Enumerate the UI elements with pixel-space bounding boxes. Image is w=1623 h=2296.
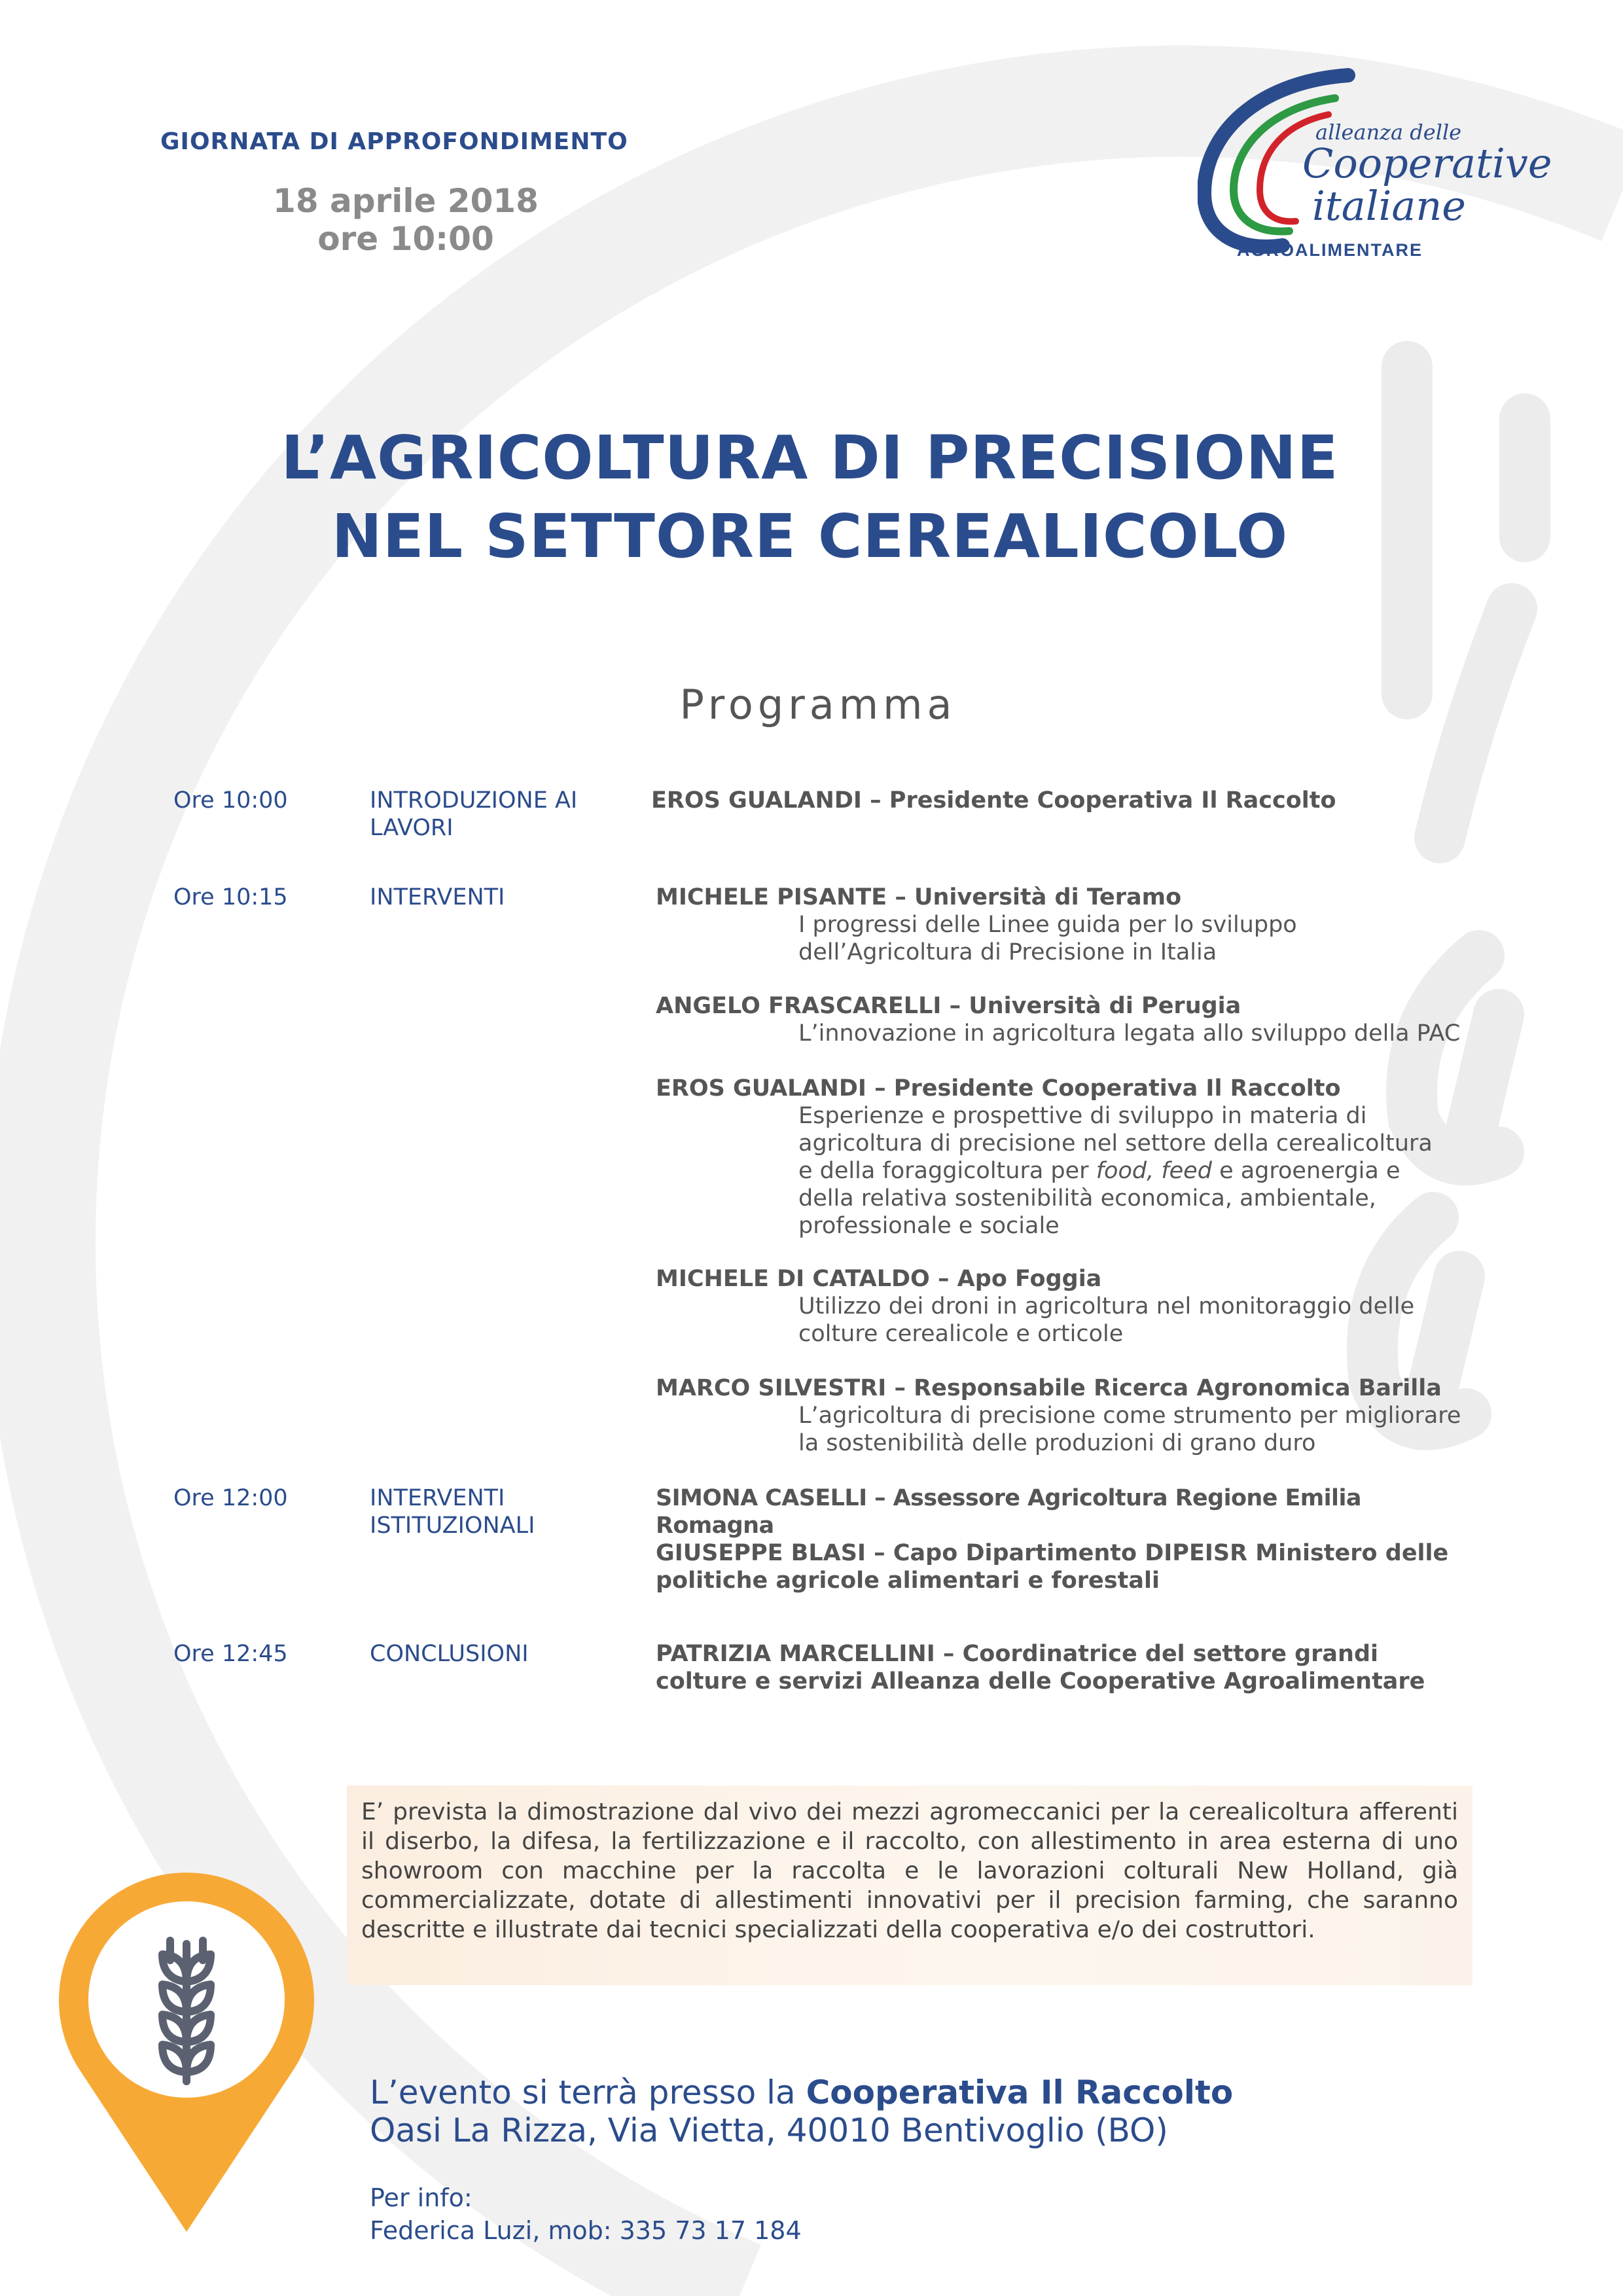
program-time-2: Ore 10:15 — [173, 884, 288, 910]
title-line-1: L’AGRICOLTURA DI PRECISIONE — [281, 423, 1339, 493]
location-pin-icon — [52, 1872, 321, 2238]
venue-line — [370, 2073, 1233, 2111]
info-contact: Federica Luzi, mob: 335 73 17 184 — [370, 2216, 802, 2245]
programma-heading: Programma — [679, 681, 957, 728]
alleanza-cooperative-logo — [1198, 62, 1552, 272]
event-datetime — [249, 182, 563, 258]
program-time-1: Ore 10:00 — [173, 787, 288, 814]
program-section-3: INTERVENTI ISTITUZIONALI — [370, 1485, 535, 1539]
desc-italic: food, feed — [1096, 1158, 1212, 1184]
event-time: ore 10:00 — [317, 220, 494, 258]
program-speaker: EROS GUALANDI – Presidente Cooperativa Il Raccolto — [651, 787, 1336, 814]
program-speaker: MARCO SILVESTRI – Responsabile Ricerca Agronomica Barilla — [656, 1375, 1442, 1401]
venue-prefix: L’evento si terrà presso la — [370, 2073, 796, 2111]
program-section-1: INTRODUZIONE AI LAVORI — [370, 787, 578, 841]
program-talk-description: L’innovazione in agricoltura legata allo sviluppo della PAC — [798, 1020, 1461, 1047]
contact-info — [370, 2181, 802, 2247]
program-talk-description — [798, 1102, 1453, 1240]
program-talk-description: I progressi delle Linee guida per lo sviluppo dell’Agricoltura di Precisione in Italia — [798, 912, 1297, 965]
desc-part: e agroenergia e della relativa sostenibilità economica, ambientale, professionale e sociale — [798, 1158, 1400, 1239]
program-speaker: ANGELO FRASCARELLI – Università di Perugia — [656, 993, 1241, 1019]
logo-line-2: Cooperative — [1302, 139, 1552, 187]
event-date: 18 aprile 2018 — [273, 182, 539, 220]
venue-address: Oasi La Rizza, Via Vietta, 40010 Bentivoglio (BO) — [370, 2111, 1168, 2149]
logo-line-3: italiane — [1312, 182, 1466, 230]
program-time-4: Ore 12:45 — [173, 1641, 288, 1667]
logo-line-1: alleanza delle — [1315, 120, 1462, 145]
program-speaker: SIMONA CASELLI – Assessore Agricoltura Regione Emilia Romagna — [656, 1485, 1361, 1539]
logo-line-4: AGROALIMENTARE — [1237, 240, 1423, 260]
demonstration-note: E’ prevista la dimostrazione dal vivo dei mezzi agromeccanici per la cerealicoltura afferenti il diserbo, la difesa, la fertilizzazione e il raccolto, con allestimento in area esterna di uno showroom con macchine per la raccolta e le lavorazioni colturali New Holland, già commercializzate, dotate di allestimenti innovativi per il precision farming, che saranno descritte e illustrate dai tecnici specializzati della cooperativa e/o dei costruttori. — [347, 1785, 1472, 1985]
program-time-3: Ore 12:00 — [173, 1485, 288, 1511]
program-talk-description: Utilizzo dei droni in agricoltura nel monitoraggio delle colture cerealicole e orticole — [798, 1293, 1415, 1347]
program-speaker: PATRIZIA MARCELLINI – Coordinatrice del settore grandi colture e servizi Alleanza delle Cooperative Agroalimentare — [656, 1641, 1425, 1695]
main-title — [157, 419, 1463, 576]
program-speaker: EROS GUALANDI – Presidente Cooperativa Il Raccolto — [656, 1075, 1341, 1102]
event-kicker: GIORNATA DI APPROFONDIMENTO — [160, 128, 628, 155]
program-talk-description: L’agricoltura di precisione come strumento per migliorare la sostenibilità delle produzioni di grano duro — [798, 1403, 1461, 1456]
program-section-4: CONCLUSIONI — [370, 1641, 529, 1667]
info-label: Per info: — [370, 2183, 473, 2212]
title-line-2: NEL SETTORE CEREALICOLO — [331, 501, 1289, 571]
venue-name: Cooperativa Il Raccolto — [806, 2073, 1234, 2111]
program-speaker: GIUSEPPE BLASI – Capo Dipartimento DIPEISR Ministero delle politiche agricole alimentari e forestali — [656, 1540, 1449, 1594]
desc-part: Esperienze e prospettive di sviluppo in materia di agricoltura di precisione nel settore della cerealicoltura e della foraggicoltura per — [798, 1103, 1433, 1184]
program-speaker: MICHELE PISANTE – Università di Teramo — [656, 884, 1182, 910]
program-section-2: INTERVENTI — [370, 884, 505, 910]
program-speaker: MICHELE DI CATALDO – Apo Foggia — [656, 1266, 1102, 1292]
